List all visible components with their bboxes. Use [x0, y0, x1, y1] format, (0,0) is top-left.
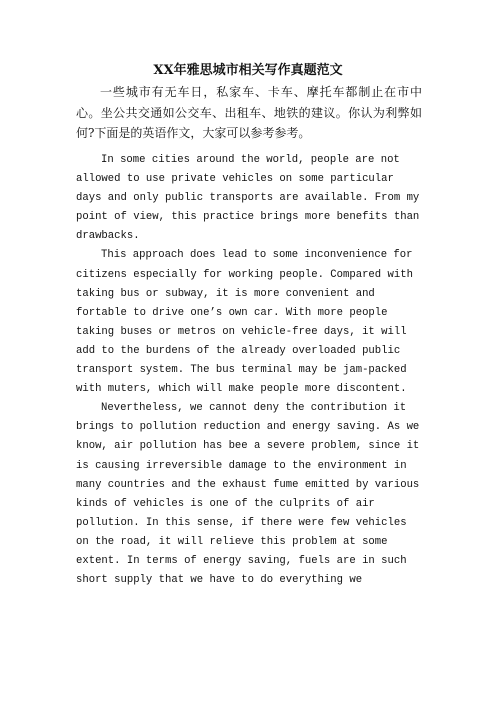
- document-title: XX年雅思城市相关写作真题范文: [153, 63, 343, 78]
- essay-paragraph-1: In some cities around the world, people are not allowed to use private vehicles on some particular days and only public transports are available. From my point of view, this practice brings more benefits than drawbacks.: [76, 154, 420, 243]
- essay-body: [76, 151, 423, 590]
- essay-paragraph-2: This approach does lead to some inconvenience for citizens especially for working people. Compared with taking bus or subway, it is more convenient and fortable to drive one’s own car. With more people taking buses or metros on vehicle-free days, it will add to the burdens of the already overloaded public transport system. The bus terminal may be jam-packed with muters, which will make people more discontent.: [76, 249, 413, 396]
- intro-paragraph: 一些城市有无车日，私家车、卡车、摩托车都制止在市中心。坐公共交通如公交车、出租车、地铁的建议。你认为利弊如何?下面是的英语作文，大家可以参考参考。: [76, 85, 422, 140]
- essay-paragraph-3: Nevertheless, we cannot deny the contribution it brings to pollution reduction and energy saving. As we know, air pollution has bee a severe problem, since it is causing irreversible damage to the environment in many countries and the exhaust fume emitted by various kinds of vehicles is one of the culprits of air pollution. In this sense, if there were few vehicles on the road, it will relieve this problem at some extent. In terms of energy saving, fuels are in such short supply that we have to do everything we: [76, 402, 420, 587]
